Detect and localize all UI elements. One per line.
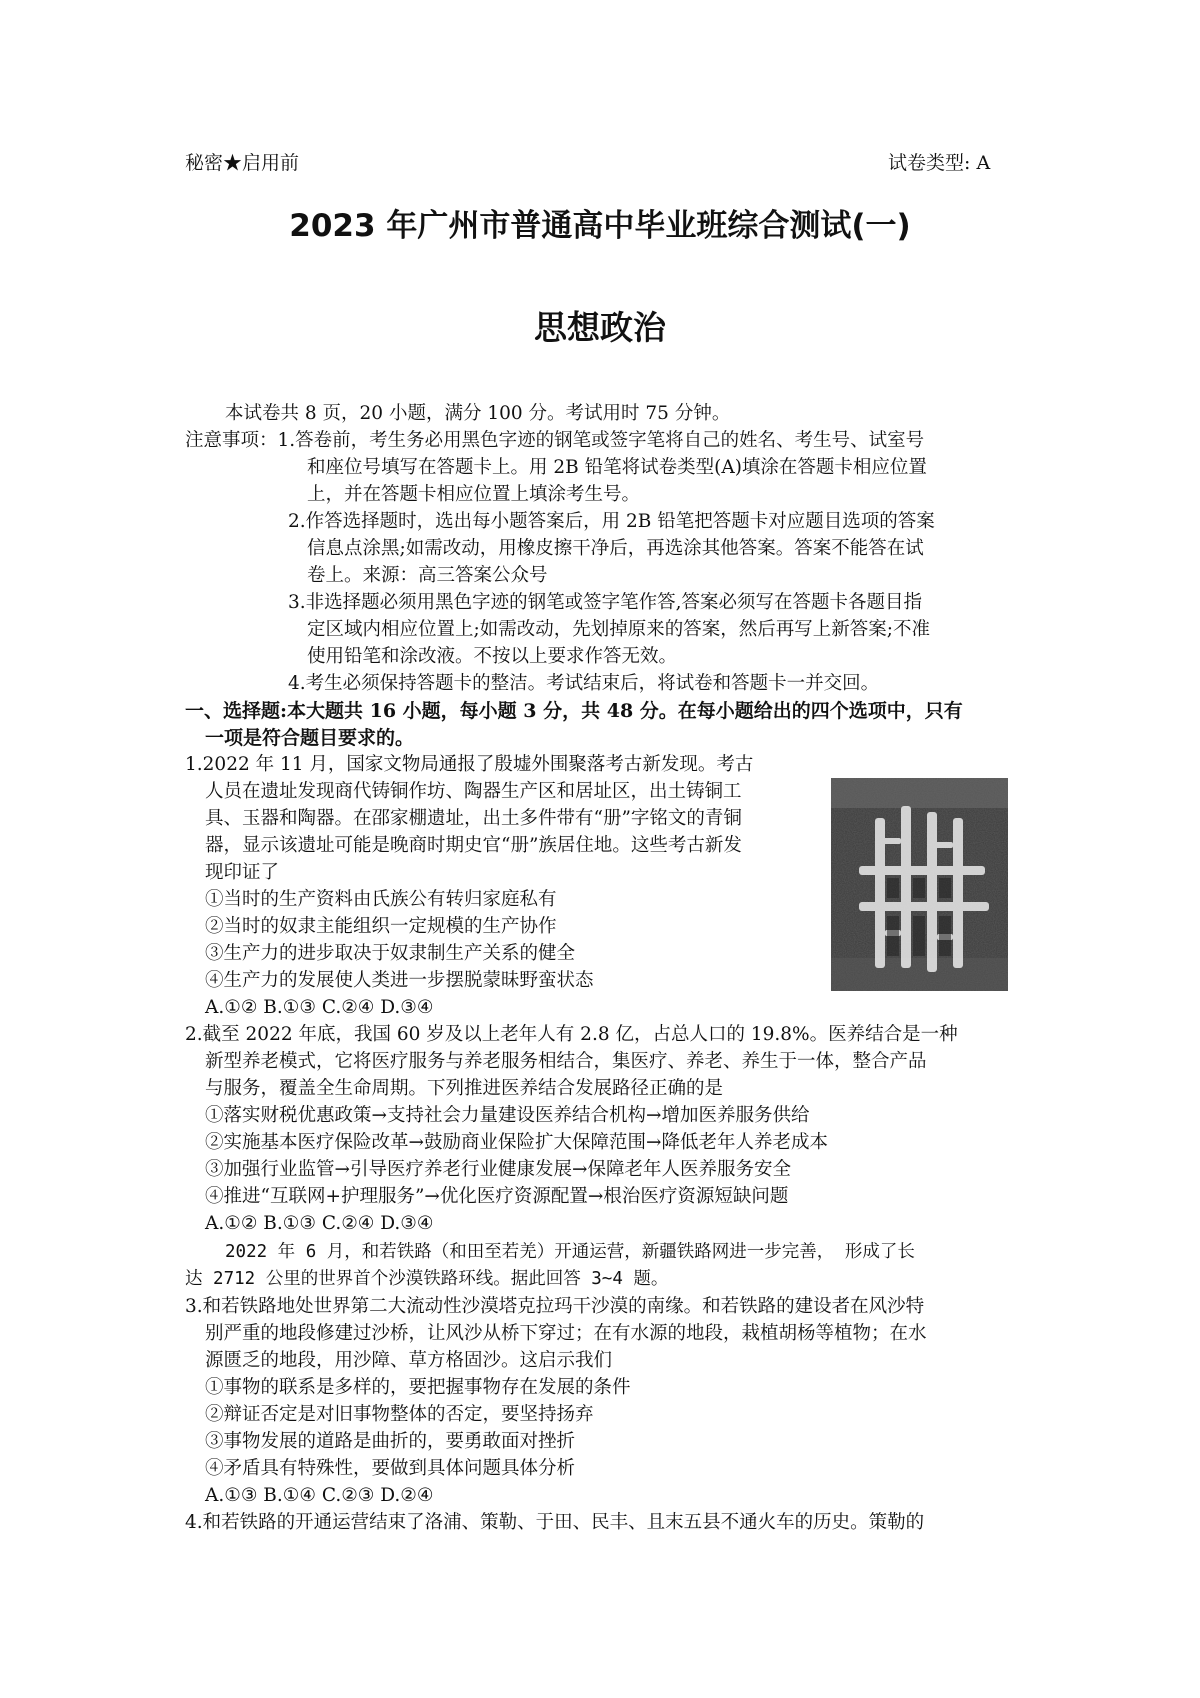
q3-stem: 3.和若铁路地处世界第二大流动性沙漠塔克拉玛干沙漠的南缘。和若铁路的建设者在风沙特 (185, 1296, 925, 1317)
exam-title: 2023 年广州市普通高中毕业班综合测试(一) (289, 208, 911, 244)
note-line: 3.非选择题必须用黑色字迹的钢笔或签字笔作答,答案必须写在答题卡各题目指 (288, 592, 923, 613)
q1-option: ②当时的奴隶主能组织一定规模的生产协作 (205, 916, 557, 937)
note-line: 定区域内相应位置上;如需改动，先划掉原来的答案，然后再写上新答案;不准 (307, 619, 930, 640)
section-heading: 一项是符合题目要求的。 (205, 727, 415, 749)
note-line: 和座位号填写在答题卡上。用 2B 铅笔将试卷类型(A)填涂在答题卡相应位置 (307, 457, 927, 478)
q1-option: ④生产力的发展使人类进一步摆脱蒙昧野蛮状态 (205, 970, 594, 991)
note-line: 上，并在答题卡相应位置上填涂考生号。 (307, 484, 641, 505)
q1-option: ③生产力的进步取决于奴隶制生产关系的健全 (205, 943, 576, 964)
q3-choices: A.①③ B.①④ C.②③ D.②④ (205, 1485, 434, 1506)
note-line: 卷上。来源：高三答案公众号 (307, 565, 548, 586)
note-line: 4.考生必须保持答题卡的整洁。考试结束后，将试卷和答题卡一并交回。 (288, 673, 880, 694)
paper-type-label: 试卷类型: A (888, 152, 991, 174)
note-line: 注意事项：1.答卷前，考生务必用黑色字迹的钢笔或签字笔将自己的姓名、考生号、试室号 (185, 430, 925, 451)
intro-line: 本试卷共 8 页，20 小题，满分 100 分。考试用时 75 分钟。 (225, 403, 731, 424)
q3-option: ③事物发展的道路是曲折的，要勇敢面对挫折 (205, 1431, 576, 1452)
note-line: 信息点涂黑;如需改动，用橡皮擦干净后，再选涂其他答案。答案不能答在试 (307, 538, 924, 559)
section-heading: 一、选择题:本大题共 16 小题，每小题 3 分，共 48 分。在每小题给出的四个选项中，只有 (185, 700, 963, 722)
confidential-label: 秘密★启用前 (185, 152, 300, 174)
q1-stem: 1.2022 年 11 月，国家文物局通报了殷墟外围聚落考古新发现。考古 (185, 754, 754, 775)
subject-title: 思想政治 (534, 308, 666, 347)
q1-stem: 人员在遗址发现商代铸铜作坊、陶器生产区和居址区，出土铸铜工 (205, 781, 742, 802)
q2-option: ①落实财税优惠政策→支持社会力量建设医养结合机构→增加医养服务供给 (205, 1105, 810, 1126)
q2-option: ④推进“互联网+护理服务”→优化医疗资源配置→根治医疗资源短缺问题 (205, 1186, 789, 1207)
q2-stem: 新型养老模式，它将医疗服务与养老服务相结合，集医疗、养老、养生于一体，整合产品 (205, 1051, 927, 1072)
material-line: 2022 年 6 月，和若铁路（和田至若羌）开通运营，新疆铁路网进一步完善， 形成了长 (225, 1242, 915, 1262)
q2-stem: 2.截至 2022 年底，我国 60 岁及以上老年人有 2.8 亿，占总人口的 19.8%。医养结合是一种 (185, 1024, 958, 1045)
q1-choices: A.①② B.①③ C.②④ D.③④ (205, 997, 434, 1018)
q2-option: ②实施基本医疗保险改革→鼓励商业保险扩大保障范围→降低老年人养老成本 (205, 1132, 829, 1153)
q3-option: ④矛盾具有特殊性，要做到具体问题具体分析 (205, 1458, 576, 1479)
q3-option: ①事物的联系是多样的，要把握事物存在发展的条件 (205, 1377, 631, 1398)
q3-stem: 源匮乏的地段，用沙障、草方格固沙。这启示我们 (205, 1350, 613, 1371)
q3-stem: 别严重的地段修建过沙桥，让风沙从桥下穿过；在有水源的地段，栽植胡杨等植物；在水 (205, 1323, 927, 1344)
q3-option: ②辩证否定是对旧事物整体的否定，要坚持扬弃 (205, 1404, 594, 1425)
q2-stem: 与服务，覆盖全生命周期。下列推进医养结合发展路径正确的是 (205, 1078, 724, 1099)
q4-stem: 4.和若铁路的开通运营结束了洛浦、策勒、于田、民丰、且末五县不通火车的历史。策勒的 (185, 1512, 925, 1533)
q2-option: ③加强行业监管→引导医疗养老行业健康发展→保障老年人医养服务安全 (205, 1159, 792, 1180)
q1-stem: 现印证了 (205, 862, 280, 883)
q2-choices: A.①② B.①③ C.②④ D.③④ (205, 1213, 434, 1234)
q1-option: ①当时的生产资料由氏族公有转归家庭私有 (205, 889, 557, 910)
bronze-inscription-image (831, 778, 1008, 991)
q1-stem: 具、玉器和陶器。在邵家棚遗址，出土多件带有“册”字铭文的青铜 (205, 808, 742, 829)
material-line: 达 2712 公里的世界首个沙漠铁路环线。据此回答 3~4 题。 (185, 1269, 669, 1289)
q1-stem: 器，显示该遗址可能是晚商时期史官“册”族居住地。这些考古新发 (205, 835, 742, 856)
note-line: 使用铅笔和涂改液。不按以上要求作答无效。 (307, 646, 678, 667)
note-line: 2.作答选择题时，选出每小题答案后，用 2B 铅笔把答题卡对应题目选项的答案 (288, 511, 935, 532)
